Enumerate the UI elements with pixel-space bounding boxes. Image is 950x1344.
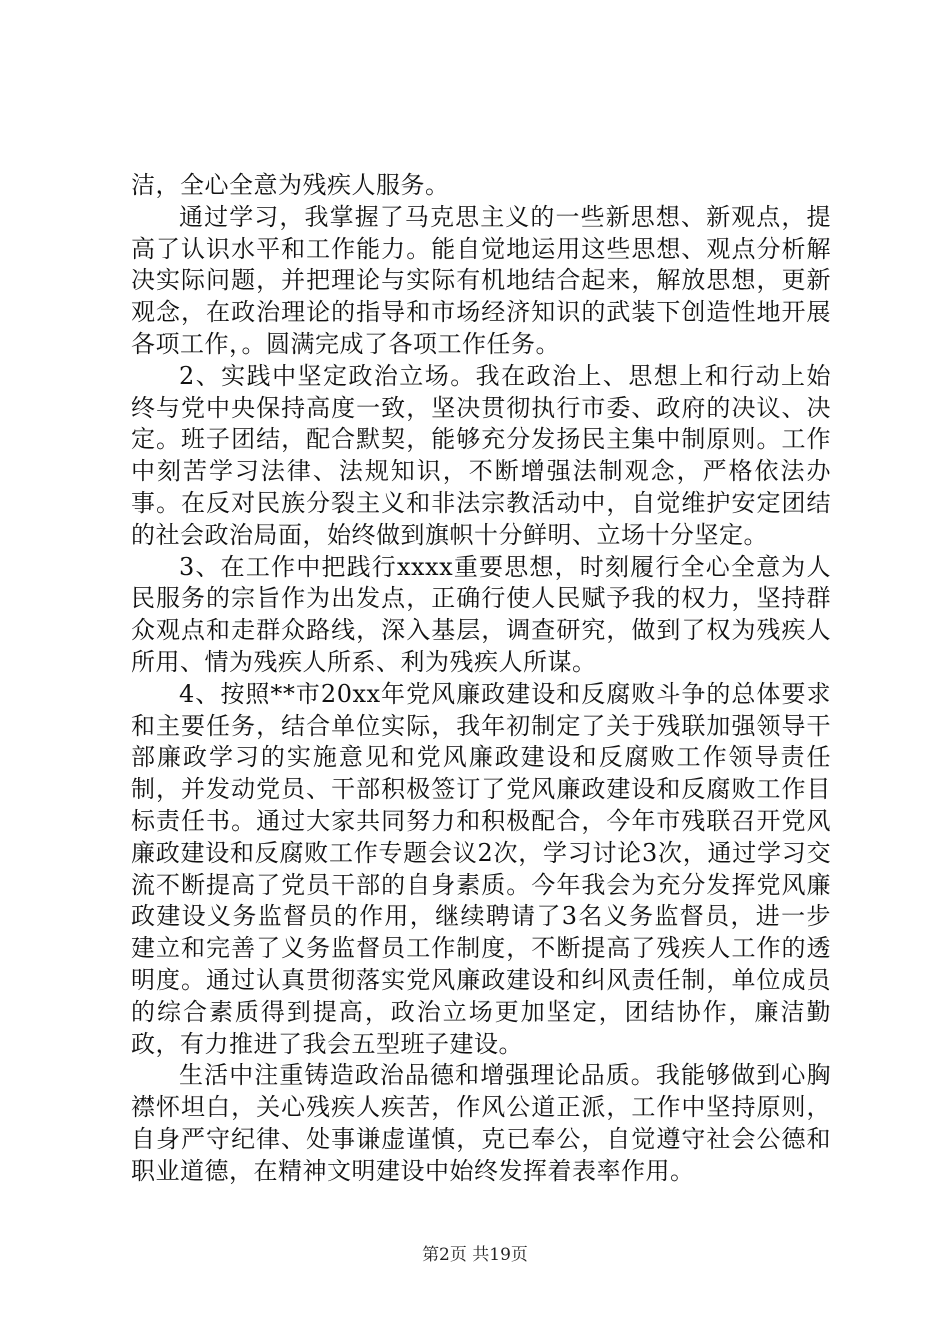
- paragraph-item-2: 2、实践中坚定政治立场。我在政治上、思想上和行动上始终与党中央保持高度一致，坚决贯彻执行市委、政府的决议、决定。班子团结，配合默契，能够充分发扬民主集中制原则。工作中刻苦学习法律、法规知识，不断增强法制观念，严格依法办事。在反对民族分裂主义和非法宗教活动中，自觉维护安定团结的社会政治局面，始终做到旗帜十分鲜明、立场十分坚定。: [131, 361, 831, 549]
- paragraph-item-3: 3、在工作中把践行xxxx重要思想，时刻履行全心全意为人民服务的宗旨作为出发点，正确行使人民赋予我的权力，坚持群众观点和走群众路线，深入基层，调查研究，做到了权为残疾人所用、情为残疾人所系、利为残疾人所谋。: [131, 552, 831, 676]
- paragraph-item-4: 4、按照**市20xx年党风廉政建设和反腐败斗争的总体要求和主要任务，结合单位实际，我年初制定了关于残联加强领导干部廉政学习的实施意见和党风廉政建设和反腐败工作领导责任制，并发动党员、干部积极签订了党风廉政建设和反腐败工作目标责任书。通过大家共同努力和积极配合，今年市残联召开党风廉政建设和反腐败工作专题会议2次，学习讨论3次，通过学习交流不断提高了党员干部的自身素质。今年我会为充分发挥党风廉政建设义务监督员的作用，继续聘请了3名义务监督员，进一步建立和完善了义务监督员工作制度，不断提高了残疾人工作的透明度。通过认真贯彻落实党风廉政建设和纠风责任制，单位成员的综合素质得到提高，政治立场更加坚定，团结协作，廉洁勤政，有力推进了我会五型班子建设。: [131, 679, 831, 1058]
- paragraph-study: 通过学习，我掌握了马克思主义的一些新思想、新观点，提高了认识水平和工作能力。能自觉地运用这些思想、观点分析解决实际问题，并把理论与实际有机地结合起来，解放思想，更新观念，在政治理论的指导和市场经济知识的武装下创造性地开展各项工作，。圆满完成了各项工作任务。: [131, 202, 831, 358]
- paragraph-life: 生活中注重铸造政治品德和增强理论品质。我能够做到心胸襟怀坦白，关心残疾人疾苦，作风公道正派，工作中坚持原则，自身严守纪律、处事谦虚谨慎，克已奉公，自觉遵守社会公德和职业道德，在精神文明建设中始终发挥着表率作用。: [131, 1061, 831, 1185]
- page-footer: [0, 1240, 950, 1265]
- page-number: 第2页 共19页: [422, 1245, 528, 1265]
- document-body: [131, 170, 831, 1188]
- paragraph-continuation: 洁，全心全意为残疾人服务。: [131, 171, 450, 199]
